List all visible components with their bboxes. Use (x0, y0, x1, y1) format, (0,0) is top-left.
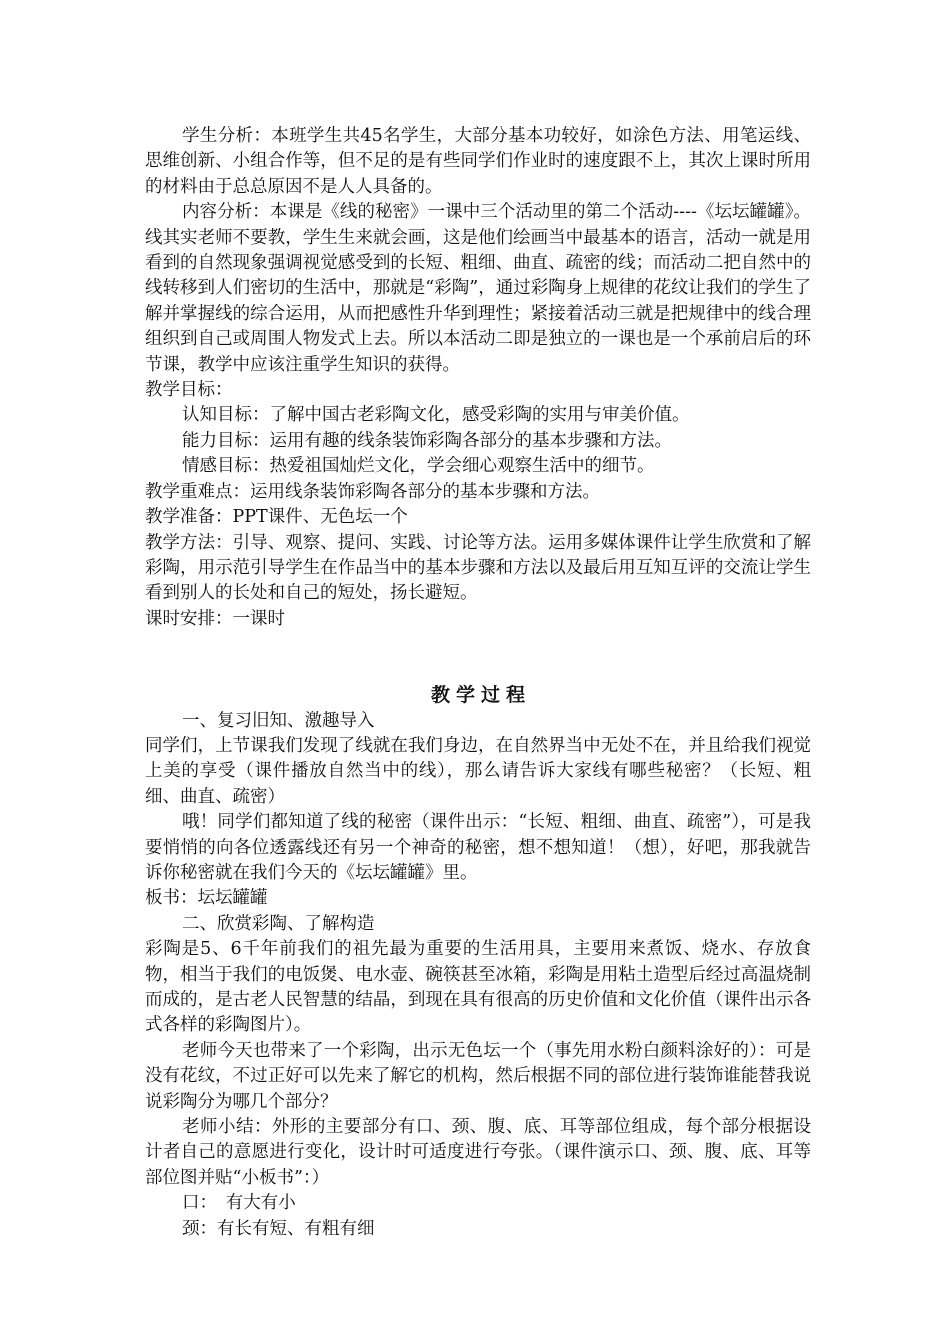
key-points: 教学重难点：运用线条装饰彩陶各部分的基本步骤和方法。 (145, 481, 600, 502)
section2-summary: 老师小结：外形的主要部分有口、颈、腹、底、耳等部位组成，每个部分根据设计者自己的意愿进行变化，设计时可适度进行夸张。（课件演示口、颈、腹、底、耳等部位图并贴“小板书”：） (145, 1117, 811, 1188)
document-page (145, 124, 811, 1242)
teaching-preparation: 教学准备：PPT课件、无色坛一个 (145, 507, 408, 528)
section2-paragraph-2: 老师今天也带来了一个彩陶，出示无色坛一个（事先用水粉白颜料涂好的）：可是没有花纹，不过正好可以先来了解它的机构，然后根据不同的部位进行装饰谁能替我说说彩陶分为哪几个部分？ (145, 1040, 811, 1112)
board-note: 板书：坛坛罐罐 (145, 888, 268, 909)
process-heading: 教学过程 (430, 684, 531, 707)
teaching-methods: 教学方法：引导、观察、提问、实践、讨论等方法。运用多媒体课件让学生欣赏和了解彩陶，用示范引导学生在作品当中的基本步骤和方法以及最后用互知互评的交流让学生看到别人的长处和自己的短处，扬长避短。 (145, 532, 811, 604)
student-analysis-paragraph: 学生分析：本班学生共45名学生，大部分基本功较好，如涂色方法、用笔运线、思维创新、小组合作等，但不足的是有些同学们作业时的速度跟不上，其次上课时所用的材料由于总总原因不是人人具备的。 (145, 126, 811, 197)
section-spacer (145, 632, 811, 683)
teaching-goals-label: 教学目标： (145, 380, 233, 401)
ability-goal: 能力目标：运用有趣的线条装饰彩陶各部分的基本步骤和方法。 (182, 430, 672, 451)
section1-title: 一、复习旧知、激趣导入 (182, 710, 375, 731)
emotion-goal: 情感目标：热爱祖国灿烂文化，学会细心观察生活中的细节。 (182, 456, 655, 477)
section1-paragraph-1: 同学们，上节课我们发现了线就在我们身边，在自然界当中无处不在，并且给我们视觉上美的享受（课件播放自然当中的线），那么请告诉大家线有哪些秘密？（长短、粗细、曲直、疏密） (145, 735, 811, 807)
section2-title: 二、欣赏彩陶、了解构造 (182, 913, 375, 934)
cognitive-goal: 认知目标：了解中国古老彩陶文化，感受彩陶的实用与审美价值。 (182, 405, 690, 426)
content-analysis-paragraph: 内容分析：本课是《线的秘密》一课中三个活动里的第二个活动----《坛坛罐罐》。线其实老师不要教，学生生来就会画，这是他们绘画当中最基本的语言，活动一就是用看到的自然现象强调视觉感受到的长短、粗细、曲直、疏密的线；而活动二把自然中的线转移到人们密切的生活中，那就是“彩陶”，通过彩陶身上规律的花纹让我们的学生了解并掌握线的综合运用，从而把感性升华到理性；紧接着活动三就是把规律中的线合理组织到自己或周围人物发式上去。所以本活动二即是独立的一课也是一个承前启后的环节课，教学中应该注重学生知识的获得。 (145, 202, 811, 375)
section2-paragraph-1: 彩陶是5、6千年前我们的祖先最为重要的生活用具，主要用来煮饭、烧水、存放食物，相当于我们的电饭煲、电水壶、碗筷甚至冰箱，彩陶是用粘土造型后经过高温烧制而成的，是古老人民智慧的结晶，到现在具有很高的历史价值和文化价值（课件出示各式各样的彩陶图片）。 (145, 939, 811, 1036)
section1-paragraph-2: 哦！同学们都知道了线的秘密（课件出示：“长短、粗细、曲直、疏密”），可是我要悄悄的向各位透露线还有另一个神奇的秘密，想不想知道！（想），好吧，那我就告诉你秘密就在我们今天的《坛坛罐罐》里。 (145, 812, 811, 883)
class-schedule: 课时安排：一课时 (145, 608, 285, 629)
part-mouth: 口： 有大有小 (182, 1193, 296, 1214)
part-neck: 颈：有长有短、有粗有细 (182, 1218, 375, 1239)
